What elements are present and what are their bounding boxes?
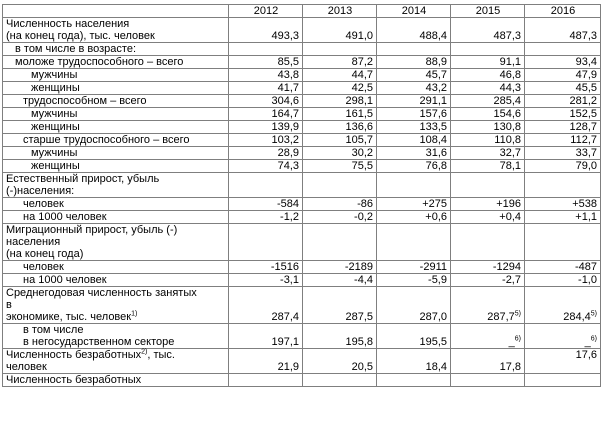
table-row: [3, 211, 601, 224]
value-cell: -584: [229, 198, 303, 211]
table-row: [3, 134, 601, 147]
value-cell: 139,9: [229, 121, 303, 134]
value-cell: 93,4: [525, 56, 601, 69]
value-cell: 18,4: [377, 349, 451, 374]
value-cell: [377, 224, 451, 261]
value-cell: 195,5: [377, 324, 451, 349]
label-line: (-)населения:: [6, 185, 75, 197]
value-cell: 197,1: [229, 324, 303, 349]
value-cell: [377, 374, 451, 387]
label-line: Миграционный прирост, убыль (-): [6, 224, 178, 236]
value-cell: 108,4: [377, 134, 451, 147]
row-label: мужчины: [3, 147, 229, 160]
label-line: (на конец года), тыс. человек: [6, 30, 155, 42]
value-cell: -2189: [303, 261, 377, 274]
value-cell: 44,7: [303, 69, 377, 82]
value-cell: +1,1: [525, 211, 601, 224]
value-cell: 32,7: [451, 147, 525, 160]
value-cell: 75,5: [303, 160, 377, 173]
value-cell: 46,8: [451, 69, 525, 82]
row-label: трудоспособном – всего: [3, 95, 229, 108]
table-row: [3, 121, 601, 134]
value-cell: 88,9: [377, 56, 451, 69]
row-label: Численность безработных: [3, 374, 229, 387]
header-year-2012: 2012: [229, 5, 303, 18]
value-cell: +275: [377, 198, 451, 211]
label-line: населения: [6, 236, 61, 248]
table-row: [3, 274, 601, 287]
value-cell: 103,2: [229, 134, 303, 147]
value-cell: [303, 374, 377, 387]
table-row: [3, 287, 601, 324]
value-cell: [303, 173, 377, 198]
label-line: Численность безработных: [6, 349, 142, 361]
value-cell: -86: [303, 198, 377, 211]
value-cell: 298,1: [303, 95, 377, 108]
value-cell: [303, 224, 377, 261]
row-label: на 1000 человек: [3, 211, 229, 224]
value-cell: -3,1: [229, 274, 303, 287]
value-cell: 110,8: [451, 134, 525, 147]
row-label: [3, 173, 229, 198]
header-year-2016: 2016: [525, 5, 601, 18]
header-label-cell: [3, 5, 229, 18]
value-cell: 45,7: [377, 69, 451, 82]
value-cell: 79,0: [525, 160, 601, 173]
value-text: 284,4: [563, 311, 591, 323]
row-label: [3, 324, 229, 349]
value-cell: 164,7: [229, 108, 303, 121]
label-line: экономике, тыс. человек: [6, 311, 132, 323]
label-line: Среднегодовая численность занятых: [6, 287, 197, 299]
value-cell: 281,2: [525, 95, 601, 108]
label-line: в: [6, 299, 12, 311]
value-cell: -4,4: [303, 274, 377, 287]
population-statistics-table: [2, 4, 601, 387]
value-cell: 20,5: [303, 349, 377, 374]
value-cell: [377, 173, 451, 198]
value-cell: 105,7: [303, 134, 377, 147]
value-text: 287,7: [487, 311, 515, 323]
footnote-ref: 5): [514, 310, 521, 318]
value-cell: -487: [525, 261, 601, 274]
row-label: [3, 349, 229, 374]
value-cell: [377, 287, 451, 324]
value-cell: 136,6: [303, 121, 377, 134]
value-cell: +538: [525, 198, 601, 211]
table-row: [3, 43, 601, 56]
value-cell: 493,3: [229, 18, 303, 43]
value-cell: 28,9: [229, 147, 303, 160]
value-cell: [525, 374, 601, 387]
value-cell: 291,1: [377, 95, 451, 108]
value-cell: 195,8: [303, 324, 377, 349]
value-cell: [451, 224, 525, 261]
value-cell: [377, 43, 451, 56]
value-cell: 45,5: [525, 82, 601, 95]
table-row: [3, 160, 601, 173]
value-cell: -1,0: [525, 274, 601, 287]
table-row: [3, 173, 601, 198]
value-cell: 21,9: [229, 349, 303, 374]
value-cell: [525, 324, 601, 349]
value-cell: 33,7: [525, 147, 601, 160]
value-text: _: [508, 336, 515, 348]
value-cell: [525, 287, 601, 324]
value-cell: -5,9: [377, 274, 451, 287]
label-line: Естественный прирост, убыль: [6, 173, 160, 185]
value-cell: 78,1: [451, 160, 525, 173]
value-cell: [525, 173, 601, 198]
value-cell: 43,8: [229, 69, 303, 82]
value-text: 287,5: [345, 311, 373, 323]
value-cell: [229, 374, 303, 387]
value-cell: [451, 287, 525, 324]
label-suffix: , тыс.: [147, 349, 175, 361]
row-label: моложе трудоспособного – всего: [3, 56, 229, 69]
value-text: 287,4: [271, 311, 299, 323]
value-cell: -1,2: [229, 211, 303, 224]
value-cell: 152,5: [525, 108, 601, 121]
value-cell: +196: [451, 198, 525, 211]
table-row: [3, 108, 601, 121]
value-cell: 488,4: [377, 18, 451, 43]
value-text: 287,0: [419, 311, 447, 323]
value-cell: [229, 173, 303, 198]
value-cell: [303, 43, 377, 56]
row-label: мужчины: [3, 69, 229, 82]
row-label: женщины: [3, 121, 229, 134]
value-cell: [525, 224, 601, 261]
header-year-2015: 2015: [451, 5, 525, 18]
value-cell: 130,8: [451, 121, 525, 134]
value-cell: +0,4: [451, 211, 525, 224]
value-cell: -1516: [229, 261, 303, 274]
footnote-ref: 6): [514, 335, 521, 343]
value-cell: [451, 374, 525, 387]
row-label: мужчины: [3, 108, 229, 121]
value-cell: 74,3: [229, 160, 303, 173]
row-label: человек: [3, 198, 229, 211]
footnote-ref: 5): [590, 310, 597, 318]
table-row: [3, 261, 601, 274]
value-cell: [525, 43, 601, 56]
value-cell: 161,5: [303, 108, 377, 121]
value-cell: [451, 324, 525, 349]
value-cell: 47,9: [525, 69, 601, 82]
value-cell: 17,8: [451, 349, 525, 374]
value-cell: 17,6: [525, 349, 601, 374]
value-cell: 44,3: [451, 82, 525, 95]
value-cell: -0,2: [303, 211, 377, 224]
table-row: [3, 198, 601, 211]
value-cell: 128,7: [525, 121, 601, 134]
label-line: человек: [6, 361, 47, 373]
value-cell: 491,0: [303, 18, 377, 43]
table-row: [3, 349, 601, 374]
row-label: старше трудоспособного – всего: [3, 134, 229, 147]
footnote-ref: 2): [141, 348, 148, 356]
row-label: женщины: [3, 82, 229, 95]
value-cell: 112,7: [525, 134, 601, 147]
row-label: на 1000 человек: [3, 274, 229, 287]
value-cell: [451, 43, 525, 56]
row-label: человек: [3, 261, 229, 274]
value-cell: 85,5: [229, 56, 303, 69]
value-cell: -2,7: [451, 274, 525, 287]
value-cell: [451, 173, 525, 198]
row-label: [3, 18, 229, 43]
table-row: [3, 18, 601, 43]
value-cell: 285,4: [451, 95, 525, 108]
value-cell: 43,2: [377, 82, 451, 95]
label-line: в негосударственном секторе: [23, 336, 175, 348]
table-row: [3, 95, 601, 108]
footnote-ref: 1): [131, 310, 138, 318]
value-cell: 42,5: [303, 82, 377, 95]
header-year-2014: 2014: [377, 5, 451, 18]
value-cell: 154,6: [451, 108, 525, 121]
value-cell: 31,6: [377, 147, 451, 160]
row-label: [3, 224, 229, 261]
table-row: [3, 374, 601, 387]
table-row: [3, 147, 601, 160]
value-cell: 41,7: [229, 82, 303, 95]
value-cell: 157,6: [377, 108, 451, 121]
label-line: (на конец года): [6, 248, 84, 260]
row-label: [3, 287, 229, 324]
header-year-2013: 2013: [303, 5, 377, 18]
value-cell: [303, 287, 377, 324]
value-cell: 487,3: [525, 18, 601, 43]
label-line: Численность населения: [6, 18, 130, 30]
table-row: [3, 56, 601, 69]
table-row: [3, 69, 601, 82]
value-cell: 76,8: [377, 160, 451, 173]
table-row: [3, 324, 601, 349]
value-cell: 30,2: [303, 147, 377, 160]
table-row: [3, 224, 601, 261]
value-cell: 304,6: [229, 95, 303, 108]
value-cell: [229, 43, 303, 56]
value-cell: 91,1: [451, 56, 525, 69]
row-label: женщины: [3, 160, 229, 173]
row-label: в том числе в возрасте:: [3, 43, 229, 56]
value-cell: [229, 224, 303, 261]
footnote-ref: 6): [590, 335, 597, 343]
table-header-row: [3, 5, 601, 18]
value-cell: 487,3: [451, 18, 525, 43]
table-row: [3, 82, 601, 95]
value-cell: 87,2: [303, 56, 377, 69]
value-cell: +0,6: [377, 211, 451, 224]
value-text: _: [584, 336, 591, 348]
value-cell: -1294: [451, 261, 525, 274]
label-line: в том числе: [23, 324, 84, 336]
value-cell: [229, 287, 303, 324]
value-cell: -2911: [377, 261, 451, 274]
value-cell: 133,5: [377, 121, 451, 134]
